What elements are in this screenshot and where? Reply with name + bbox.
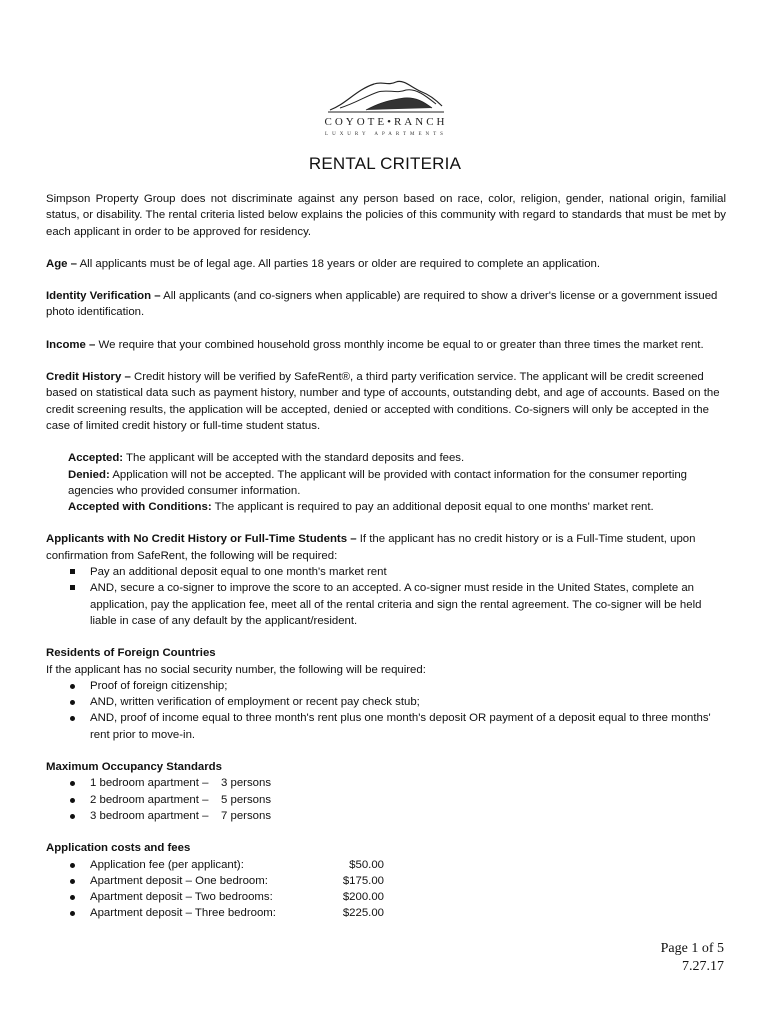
- no-credit-text: If the applicant has no credit history or is a Full-Time student, upon confirmation from SafeRent, the following will be required:: [46, 533, 696, 562]
- fee-amount: $225.00: [342, 907, 384, 920]
- fee-label: Apartment deposit – Two bedrooms:: [90, 891, 273, 904]
- fee-label: Application fee (per applicant):: [90, 858, 244, 871]
- identity-label: Identity Verification –: [46, 290, 161, 303]
- list-item: [46, 889, 726, 905]
- occupancy-label: 3 bedroom apartment –: [90, 809, 209, 822]
- occupancy-value: 3 persons: [221, 777, 272, 790]
- document-title: RENTAL CRITERIA: [308, 154, 462, 173]
- fee-amount: $50.00: [349, 858, 384, 871]
- status-text: The applicant is required to pay an additional deposit equal to one months' market rent.: [211, 501, 654, 514]
- list-item: Proof of foreign citizenship;: [46, 678, 726, 694]
- status-accepted: [68, 450, 726, 466]
- identity-paragraph: [46, 288, 726, 321]
- occupancy-section: [46, 759, 726, 824]
- no-credit-intro: [46, 531, 726, 564]
- no-credit-section: [46, 531, 726, 629]
- credit-label: Credit History –: [46, 371, 131, 384]
- intro-paragraph: Simpson Property Group does not discriminate against any person based on race, color, religion, gender, national origin, familial status, or disability. The rental criteria listed below explains the policies of this community with regard to standards that must be met by each applicant in order to be approved for residency.: [46, 193, 726, 238]
- list-item: Pay an additional deposit equal to one month's market rent: [46, 564, 726, 580]
- fees-list: [46, 857, 726, 922]
- list-item: [46, 857, 726, 873]
- foreign-text: If the applicant has no social security number, the following will be required:: [46, 663, 426, 676]
- age-label: Age –: [46, 257, 78, 270]
- foreign-section: [46, 645, 726, 743]
- occupancy-list: [46, 775, 726, 824]
- list-item: [46, 775, 726, 791]
- fee-amount: $200.00: [342, 891, 384, 904]
- logo-subtitle: LUXURY APARTMENTS: [325, 132, 447, 137]
- occupancy-value: 7 persons: [221, 809, 272, 822]
- no-credit-list: [46, 564, 726, 629]
- status-text: The applicant will be accepted with the standard deposits and fees.: [123, 452, 465, 465]
- list-item: AND, secure a co-signer to improve the score to an accepted. A co-signer must reside in the United States, complete an application, pay the application fee, meet all of the rental criteria and sign the rental agreement. The co-signer will be held liable in case of any default by the applicant/resident.: [46, 580, 726, 629]
- status-denied: [68, 467, 726, 500]
- identity-text: All applicants (and co-signers when applicable) are required to show a driver's license or a government issued photo identification.: [46, 290, 718, 319]
- occupancy-heading: Maximum Occupancy Standards: [46, 761, 222, 774]
- foreign-list: [46, 678, 726, 743]
- income-label: Income –: [46, 338, 96, 351]
- revision-date: 7.27.17: [682, 959, 724, 974]
- credit-paragraph: [46, 369, 726, 434]
- no-credit-label: Applicants with No Credit History or Full-Time Students –: [46, 533, 357, 546]
- logo-wordmark: COYOTE•RANCH: [324, 116, 448, 128]
- occupancy-label: 2 bedroom apartment –: [90, 793, 209, 806]
- list-item: [46, 873, 726, 889]
- fees-heading: Application costs and fees: [46, 842, 191, 855]
- credit-status-list: [68, 450, 726, 515]
- income-paragraph: [46, 337, 726, 353]
- status-label: Accepted:: [68, 452, 124, 465]
- list-item: [46, 792, 726, 808]
- fee-amount: $175.00: [342, 874, 384, 887]
- occupancy-label: 1 bedroom apartment –: [90, 777, 209, 790]
- page-footer: [661, 940, 724, 976]
- fees-section: [46, 840, 726, 921]
- fee-label: Apartment deposit – Three bedroom:: [90, 907, 276, 920]
- age-paragraph: [46, 256, 726, 272]
- list-item: AND, proof of income equal to three month's rent plus one month's deposit OR payment of a deposit equal to three months' rent prior to move-in.: [46, 710, 726, 743]
- foreign-heading: Residents of Foreign Countries: [46, 647, 216, 660]
- coyote-ranch-logo: [296, 76, 476, 148]
- credit-text: Credit history will be verified by SafeRent®, a third party verification service. The applicant will be credit screened based on statistical data such as payment history, number and type of accounts, outstanding debt, and age of accounts. Based on the credit screening results, the application will be accepted, denied or accepted with conditions. Co-signers will only be accepted in the case of limited credit history or full-time student status.: [46, 371, 720, 432]
- list-item: [46, 808, 726, 824]
- page-number: Page 1 of 5: [660, 941, 724, 956]
- status-accepted-conditions: [68, 499, 726, 515]
- fee-label: Apartment deposit – One bedroom:: [90, 874, 268, 887]
- age-text: All applicants must be of legal age. All parties 18 years or older are required to complete an application.: [77, 257, 601, 270]
- occupancy-value: 5 persons: [221, 793, 272, 806]
- mountain-logo-icon: [326, 76, 446, 116]
- status-label: Accepted with Conditions:: [68, 501, 212, 514]
- income-text: We require that your combined household gross monthly income be equal to or greater than three times the market rent.: [95, 338, 704, 351]
- list-item: [46, 905, 726, 921]
- status-label: Denied:: [68, 468, 110, 481]
- status-text: Application will not be accepted. The applicant will be provided with contact information for the consumer reporting agencies who provided consumer information.: [68, 468, 688, 497]
- document-body: [46, 191, 726, 938]
- list-item: AND, written verification of employment or recent pay check stub;: [46, 694, 726, 710]
